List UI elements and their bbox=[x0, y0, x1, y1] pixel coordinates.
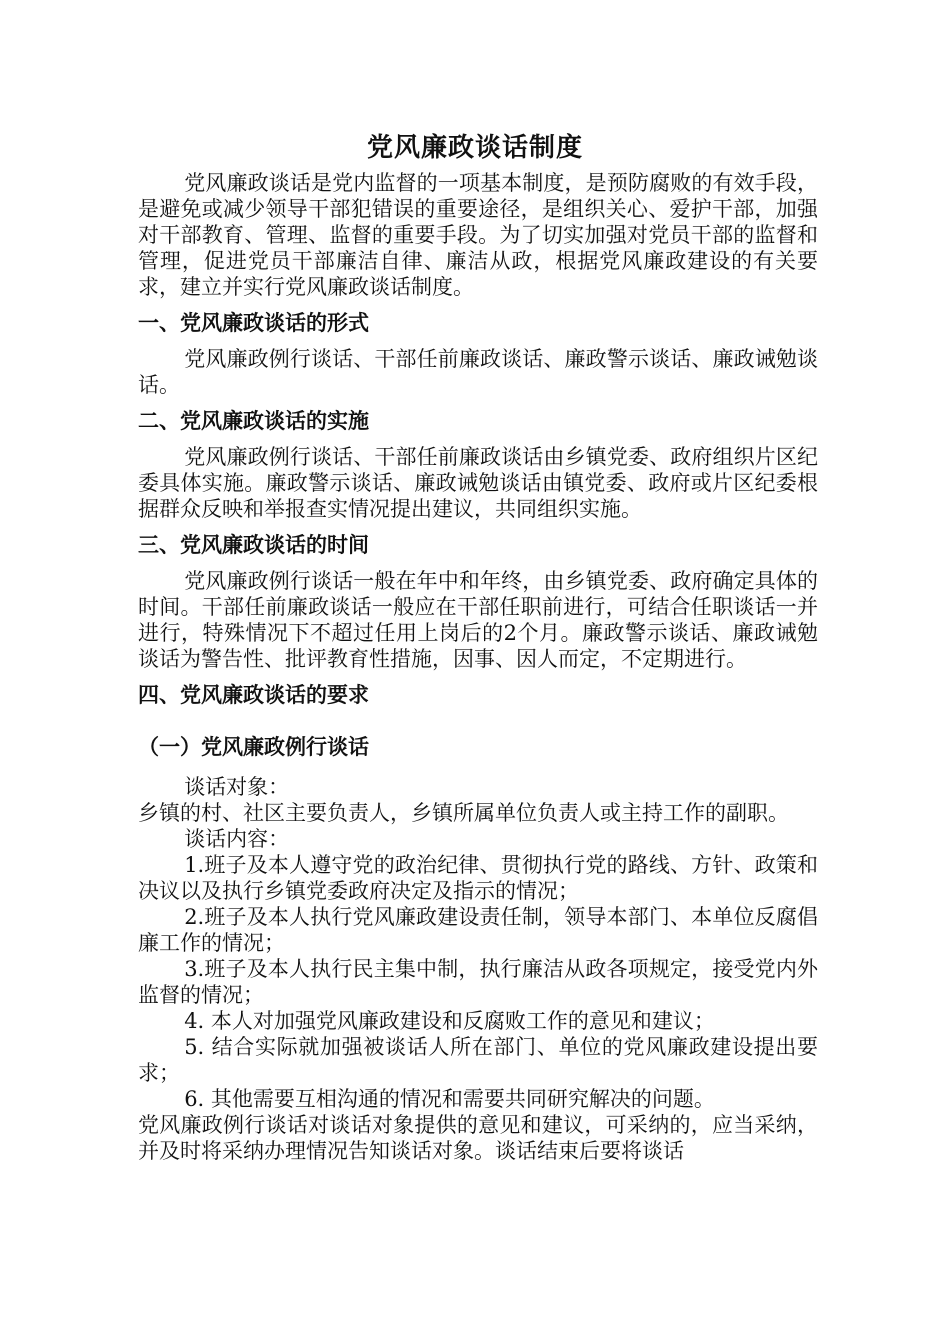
section-3-heading: 三、党风廉政谈话的时间 bbox=[138, 532, 369, 557]
closing-paragraph: 党风廉政例行谈话对谈话对象提供的意见和建议，可采纳的，应当采纳，并及时将采纳办理情况告知谈话对象。谈话结束后要将谈话 bbox=[138, 1113, 818, 1163]
intro-paragraph: 党风廉政谈话是党内监督的一项基本制度，是预防腐败的有效手段，是避免或减少领导干部犯错误的重要途径，是组织关心、爱护干部，加强对干部教育、管理、监督的重要手段。为了切实加强对党员干部的监督和管理，促进党员干部廉洁自律、廉洁从政，根据党风廉政建设的有关要求，建立并实行党风廉政谈话制度。 bbox=[138, 171, 818, 299]
section-3-body: 党风廉政例行谈话一般在年中和年终，由乡镇党委、政府确定具体的时间。干部任前廉政谈话一般应在干部任职前进行，可结合任职谈话一并进行，特殊情况下不超过任用上岗后的2个月。廉政警示谈话、廉政诫勉谈话为警告性、批评教育性措施，因事、因人而定，不定期进行。 bbox=[138, 569, 818, 671]
section-1-body: 党风廉政例行谈话、干部任前廉政谈话、廉政警示谈话、廉政诫勉谈话。 bbox=[138, 347, 818, 397]
content-item-3: 3.班子及本人执行民主集中制，执行廉洁从政各项规定，接受党内外监督的情况； bbox=[138, 957, 818, 1007]
document-body bbox=[138, 170, 818, 1164]
content-label: 谈话内容： bbox=[184, 827, 290, 851]
content-item-2: 2.班子及本人执行党风廉政建设责任制，领导本部门、本单位反腐倡廉工作的情况； bbox=[138, 905, 818, 955]
section-2-body: 党风廉政例行谈话、干部任前廉政谈话由乡镇党委、政府组织片区纪委具体实施。廉政警示谈话、廉政诫勉谈话由镇党委、政府或片区纪委根据群众反映和举报查实情况提出建议，共同组织实施。 bbox=[138, 445, 818, 521]
target-label: 谈话对象： bbox=[184, 775, 290, 799]
document-title: 党风廉政谈话制度 bbox=[366, 133, 583, 163]
content-item-6: 6. 其他需要互相沟通的情况和需要共同研究解决的问题。 bbox=[184, 1087, 715, 1111]
subsection-1-heading: （一）党风廉政例行谈话 bbox=[138, 734, 369, 759]
section-1-heading: 一、党风廉政谈话的形式 bbox=[138, 310, 369, 335]
section-4-heading: 四、党风廉政谈话的要求 bbox=[138, 682, 369, 707]
content-item-1: 1.班子及本人遵守党的政治纪律、贯彻执行党的路线、方针、政策和决议以及执行乡镇党委政府决定及指示的情况； bbox=[138, 853, 818, 903]
content-item-4: 4. 本人对加强党风廉政建设和反腐败工作的意见和建议； bbox=[184, 1009, 715, 1033]
content-item-5: 5. 结合实际就加强被谈话人所在部门、单位的党风廉政建设提出要求； bbox=[138, 1035, 818, 1085]
target-text: 乡镇的村、社区主要负责人，乡镇所属单位负责人或主持工作的副职。 bbox=[138, 801, 789, 825]
section-2-heading: 二、党风廉政谈话的实施 bbox=[138, 408, 369, 433]
